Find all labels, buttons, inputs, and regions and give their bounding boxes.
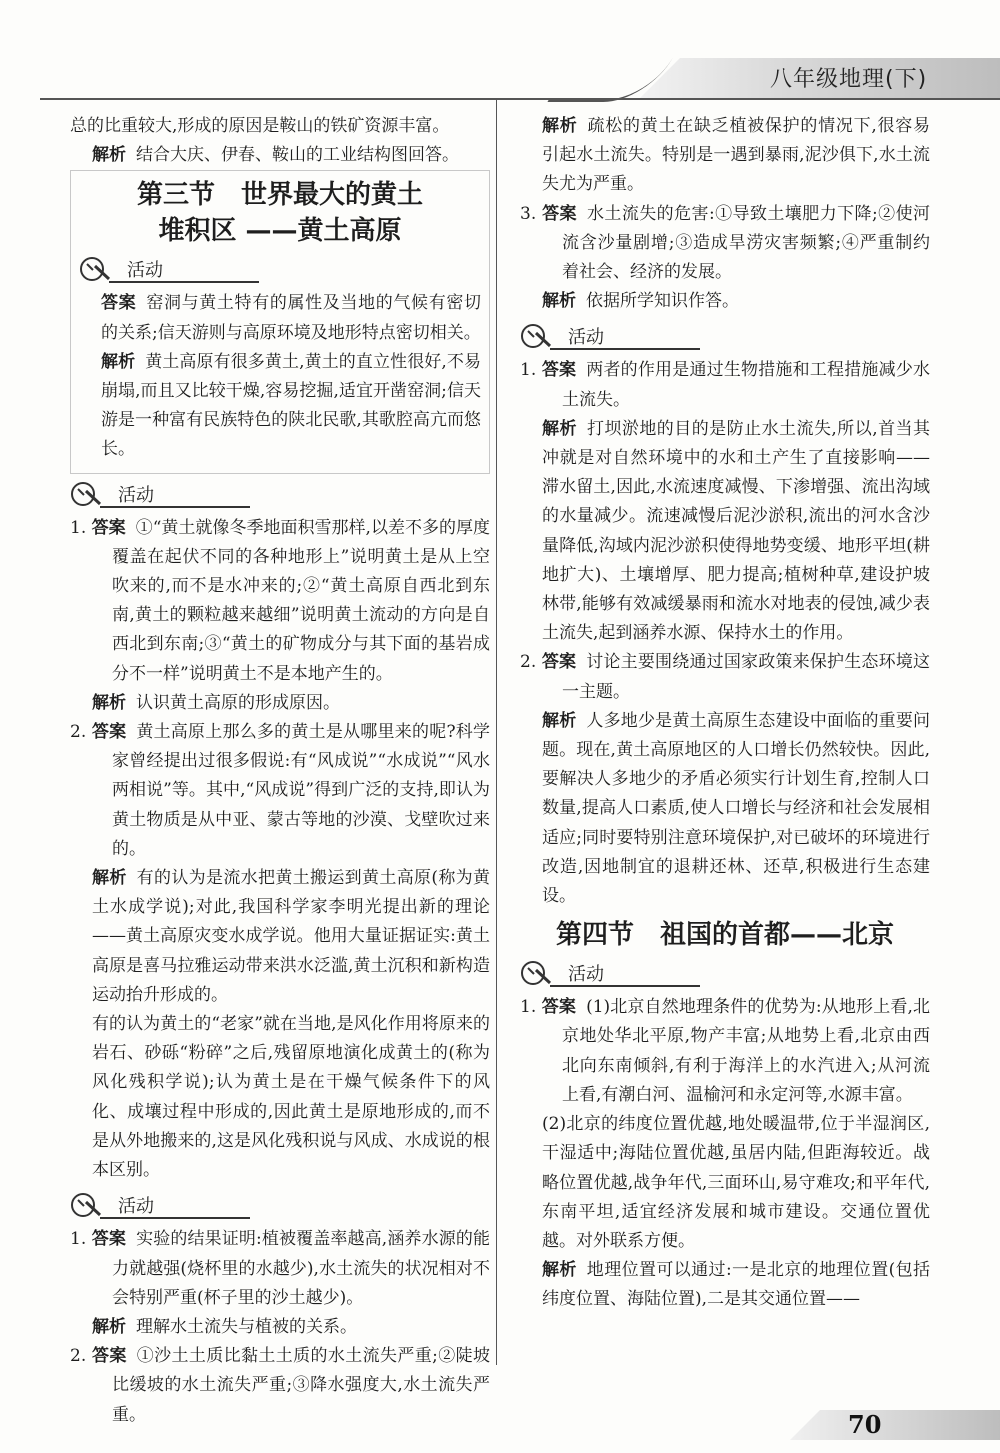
right-column [520,112,930,1315]
activity-heading [70,480,490,510]
item-number: 1. [520,997,537,1018]
activity-heading [520,959,930,989]
answer-text: 讨论主要围绕通过国家政策来保护生态环境这一主题。 [562,652,931,702]
activity-label: 活动 [118,484,154,506]
answer-label: 答案 [541,360,577,381]
answer-item [79,289,481,347]
analysis-label: 解析 [542,116,578,136]
item-number: 1. [70,1229,87,1250]
analysis-item [79,348,481,465]
answer-label: 答案 [91,517,126,538]
answer-text: 窑洞与黄土特有的属性及当地的气候有密切的关系;信天游则与高原环境及地形特点密切相关。 [101,293,482,343]
activity-underline [100,506,250,508]
header-rule [40,98,1000,100]
activity-underline [100,1217,250,1219]
item-number: 3. [520,203,537,224]
answer-item [70,718,490,864]
answer-text: ①“黄土就像冬季地面积雪那样,以差不多的厚度覆盖在起伏不同的各种地形上”说明黄土是从上空吹来的,而不是水冲来的;②“黄土高原自西北到东南,黄土的颗粒越来越细”说明黄土流动的方向是自西北到东南;③“黄土的矿物成分与其下面的基岩成分不一样”说明黄土不是本地产生的。 [112,517,491,684]
wrench-icon [520,322,554,350]
intro-analysis [70,141,490,170]
answer-item [70,514,490,689]
analysis-label: 解析 [542,291,576,312]
answer-continued: (2)北京的纬度位置优越,地处暖温带,位于半湿润区,干湿适中;海陆位置优越,虽居内陆,但距海较近。战略位置优越,战争年代,三面环山,易守难攻;和平年代,东南平坦,适宜经济发展和城市建设。交通位置优越。对外联系方便。 [542,1114,930,1251]
answer-text: 实验的结果证明:植被覆盖率越高,涵养水源的能力就越强(烧杯里的水越少),水土流失的状况相对不会特别严重(杯子里的沙土越少)。 [112,1229,491,1308]
activity-heading [70,1191,490,1221]
analysis-item [520,707,930,911]
wrench-icon [70,1191,104,1219]
answer-text: 水土流失的危害:①导致土壤肥力下降;②使河流含沙量剧增;③造成旱涝灾害频繁;④严重制约着社会、经济的发展。 [562,203,931,283]
analysis-text: 地理位置可以通过:一是北京的地理位置(包括纬度位置、海陆位置),二是其交通位置—— [542,1260,931,1310]
answer-label: 答案 [92,1346,127,1367]
analysis-item [520,1256,930,1314]
answer-label: 答案 [91,1229,127,1250]
item-number: 2. [70,722,87,743]
answer-item [70,1342,490,1430]
answer-text: 两者的作用是通过生物措施和工程措施减少水土流失。 [562,360,931,410]
page-number: 70 [848,1410,882,1439]
analysis-text: 认识黄土高原的形成原因。 [136,692,340,713]
answer-item [70,1225,490,1313]
item-number: 2. [70,1346,87,1367]
analysis-text: 理解水土流失与植被的关系。 [136,1316,357,1337]
answer-label: 答案 [91,722,127,743]
section3-title-line2: 堆积区 ——黄土高原 [158,216,402,247]
analysis-label: 解析 [542,1260,577,1281]
analysis-label: 解析 [542,710,577,731]
activity-label: 活动 [127,260,163,282]
activity-label: 活动 [118,1196,154,1218]
section3-box [70,170,490,473]
analysis-item [520,112,930,200]
answer-item [520,648,930,706]
analysis-text: 结合大庆、伊春、鞍山的工业结构图回答。 [136,145,459,166]
analysis-label: 解析 [92,1316,126,1337]
activity-label: 活动 [568,327,604,349]
page-number-band [790,1410,1000,1440]
column-divider [496,100,497,1365]
item-number: 1. [70,517,87,538]
analysis-item [520,415,930,649]
item-number: 2. [520,652,537,673]
analysis-item [70,689,490,718]
header-title: 八年级地理(下) [770,67,928,92]
activity-label: 活动 [568,964,604,986]
answer-label: 答案 [101,293,137,314]
analysis-continued: 有的认为黄土的“老家”就在当地,是风化作用将原来的岩石、砂砾“粉碎”之后,残留原地演化成黄土的(称为风化残积学说);认为黄土是在干燥气候条件下的风化、成壤过程中形成的,因此黄土是原地形成的,而不是从外地搬来的,这是风化残积说与风成、水成说的根本区别。 [92,1014,490,1181]
left-column [70,112,490,1430]
activity-underline [109,281,259,283]
wrench-icon [79,255,113,283]
section4-title: 第四节 祖国的首都——北京 [555,920,894,951]
analysis-label: 解析 [542,418,577,439]
activity-heading [520,322,930,352]
activity-underline [550,985,700,987]
item-number: 1. [520,360,537,381]
answer-text: ①沙土土质比黏土土质的水土流失严重;②陡坡比缓坡的水土流失严重;③降水强度大,水土流失严重。 [112,1346,490,1425]
answer-label: 答案 [541,652,577,673]
wrench-icon [520,959,554,987]
wrench-icon [70,480,104,508]
answer-label: 答案 [542,203,577,224]
analysis-label: 解析 [101,351,136,372]
answer-text: (1)北京自然地理条件的优势为:从地形上看,北京地处华北平原,物产丰富;从地势上看,北京由西北向东南倾斜,有利于海洋上的水汽进入;从河流上看,有潮白河、温榆河和永定河等,水源丰富。 [562,997,931,1105]
activity-underline [550,348,700,350]
analysis-text: 疏松的黄土在缺乏植被保护的情况下,很容易引起水土流失。特别是一遇到暴雨,泥沙俱下,水土流失尤为严重。 [542,116,931,195]
answer-item [520,200,930,288]
analysis-item [520,287,930,316]
analysis-label: 解析 [92,868,127,889]
answer-label: 答案 [541,997,577,1018]
analysis-label: 解析 [92,145,126,166]
answer-item [520,993,930,1110]
analysis-item [70,864,490,1010]
analysis-text: 有的认为是流水把黄土搬运到黄土高原(称为黄土水成学说);对此,我国科学家李明光提出新的理论——黄土高原灾变水成学说。他用大量证据证实:黄土高原是喜马拉雅运动带来洪水泛滥,黄土沉积和新构造运动抬升形成的。 [92,868,490,1005]
section3-title-line1: 第三节 世界最大的黄土 [136,180,423,211]
answer-text: 黄土高原上那么多的黄土是从哪里来的呢?科学家曾经提出过很多假说:有“风成说”“水成说”“风水两相说”等。其中,“风成说”得到广泛的支持,即认为黄土物质是从中亚、蒙古等地的沙漠、戈壁吹过来的。 [112,722,491,859]
analysis-text: 打坝淤地的目的是防止水土流失,所以,首当其冲就是对自然环境中的水和土产生了直接影响——滞水留土,因此,水流速度减慢、下渗增强、流出沟域的水量减少。流速减慢后泥沙淤积,流出的河水含沙量降低,沟域内泥沙淤积使得地势变缓、地形平坦(耕地扩大)、土壤增厚、肥力提高;植树种草,建设护坡林带,能够有效减缓暴雨和流水对地表的侵蚀,减少表土流失,起到涵养水源、保持水土的作用。 [542,418,931,644]
analysis-text: 依据所学知识作答。 [586,291,739,312]
analysis-label: 解析 [92,692,126,713]
analysis-text: 人多地少是黄土高原生态建设中面临的重要问题。现在,黄土高原地区的人口增长仍然较快。因此,要解决人多地少的矛盾必须实行计划生育,控制人口数量,提高人口素质,使人口增长与经济和社会发展相适应;同时要特别注意环境保护,对已破坏的环境进行改造,因地制宜的退耕还林、还草,积极进行生态建设。 [542,710,931,907]
analysis-text: 黄土高原有很多黄土,黄土的直立性很好,不易崩塌,而且又比较干燥,容易挖掘,适宜开凿窑洞;信天游是一种富有民族特色的陕北民歌,其歌腔高亢而悠长。 [101,351,481,460]
activity-heading [79,255,481,285]
intro-text: 总的比重较大,形成的原因是鞍山的铁矿资源丰富。 [70,116,450,136]
analysis-item [70,1313,490,1342]
answer-item [520,356,930,414]
